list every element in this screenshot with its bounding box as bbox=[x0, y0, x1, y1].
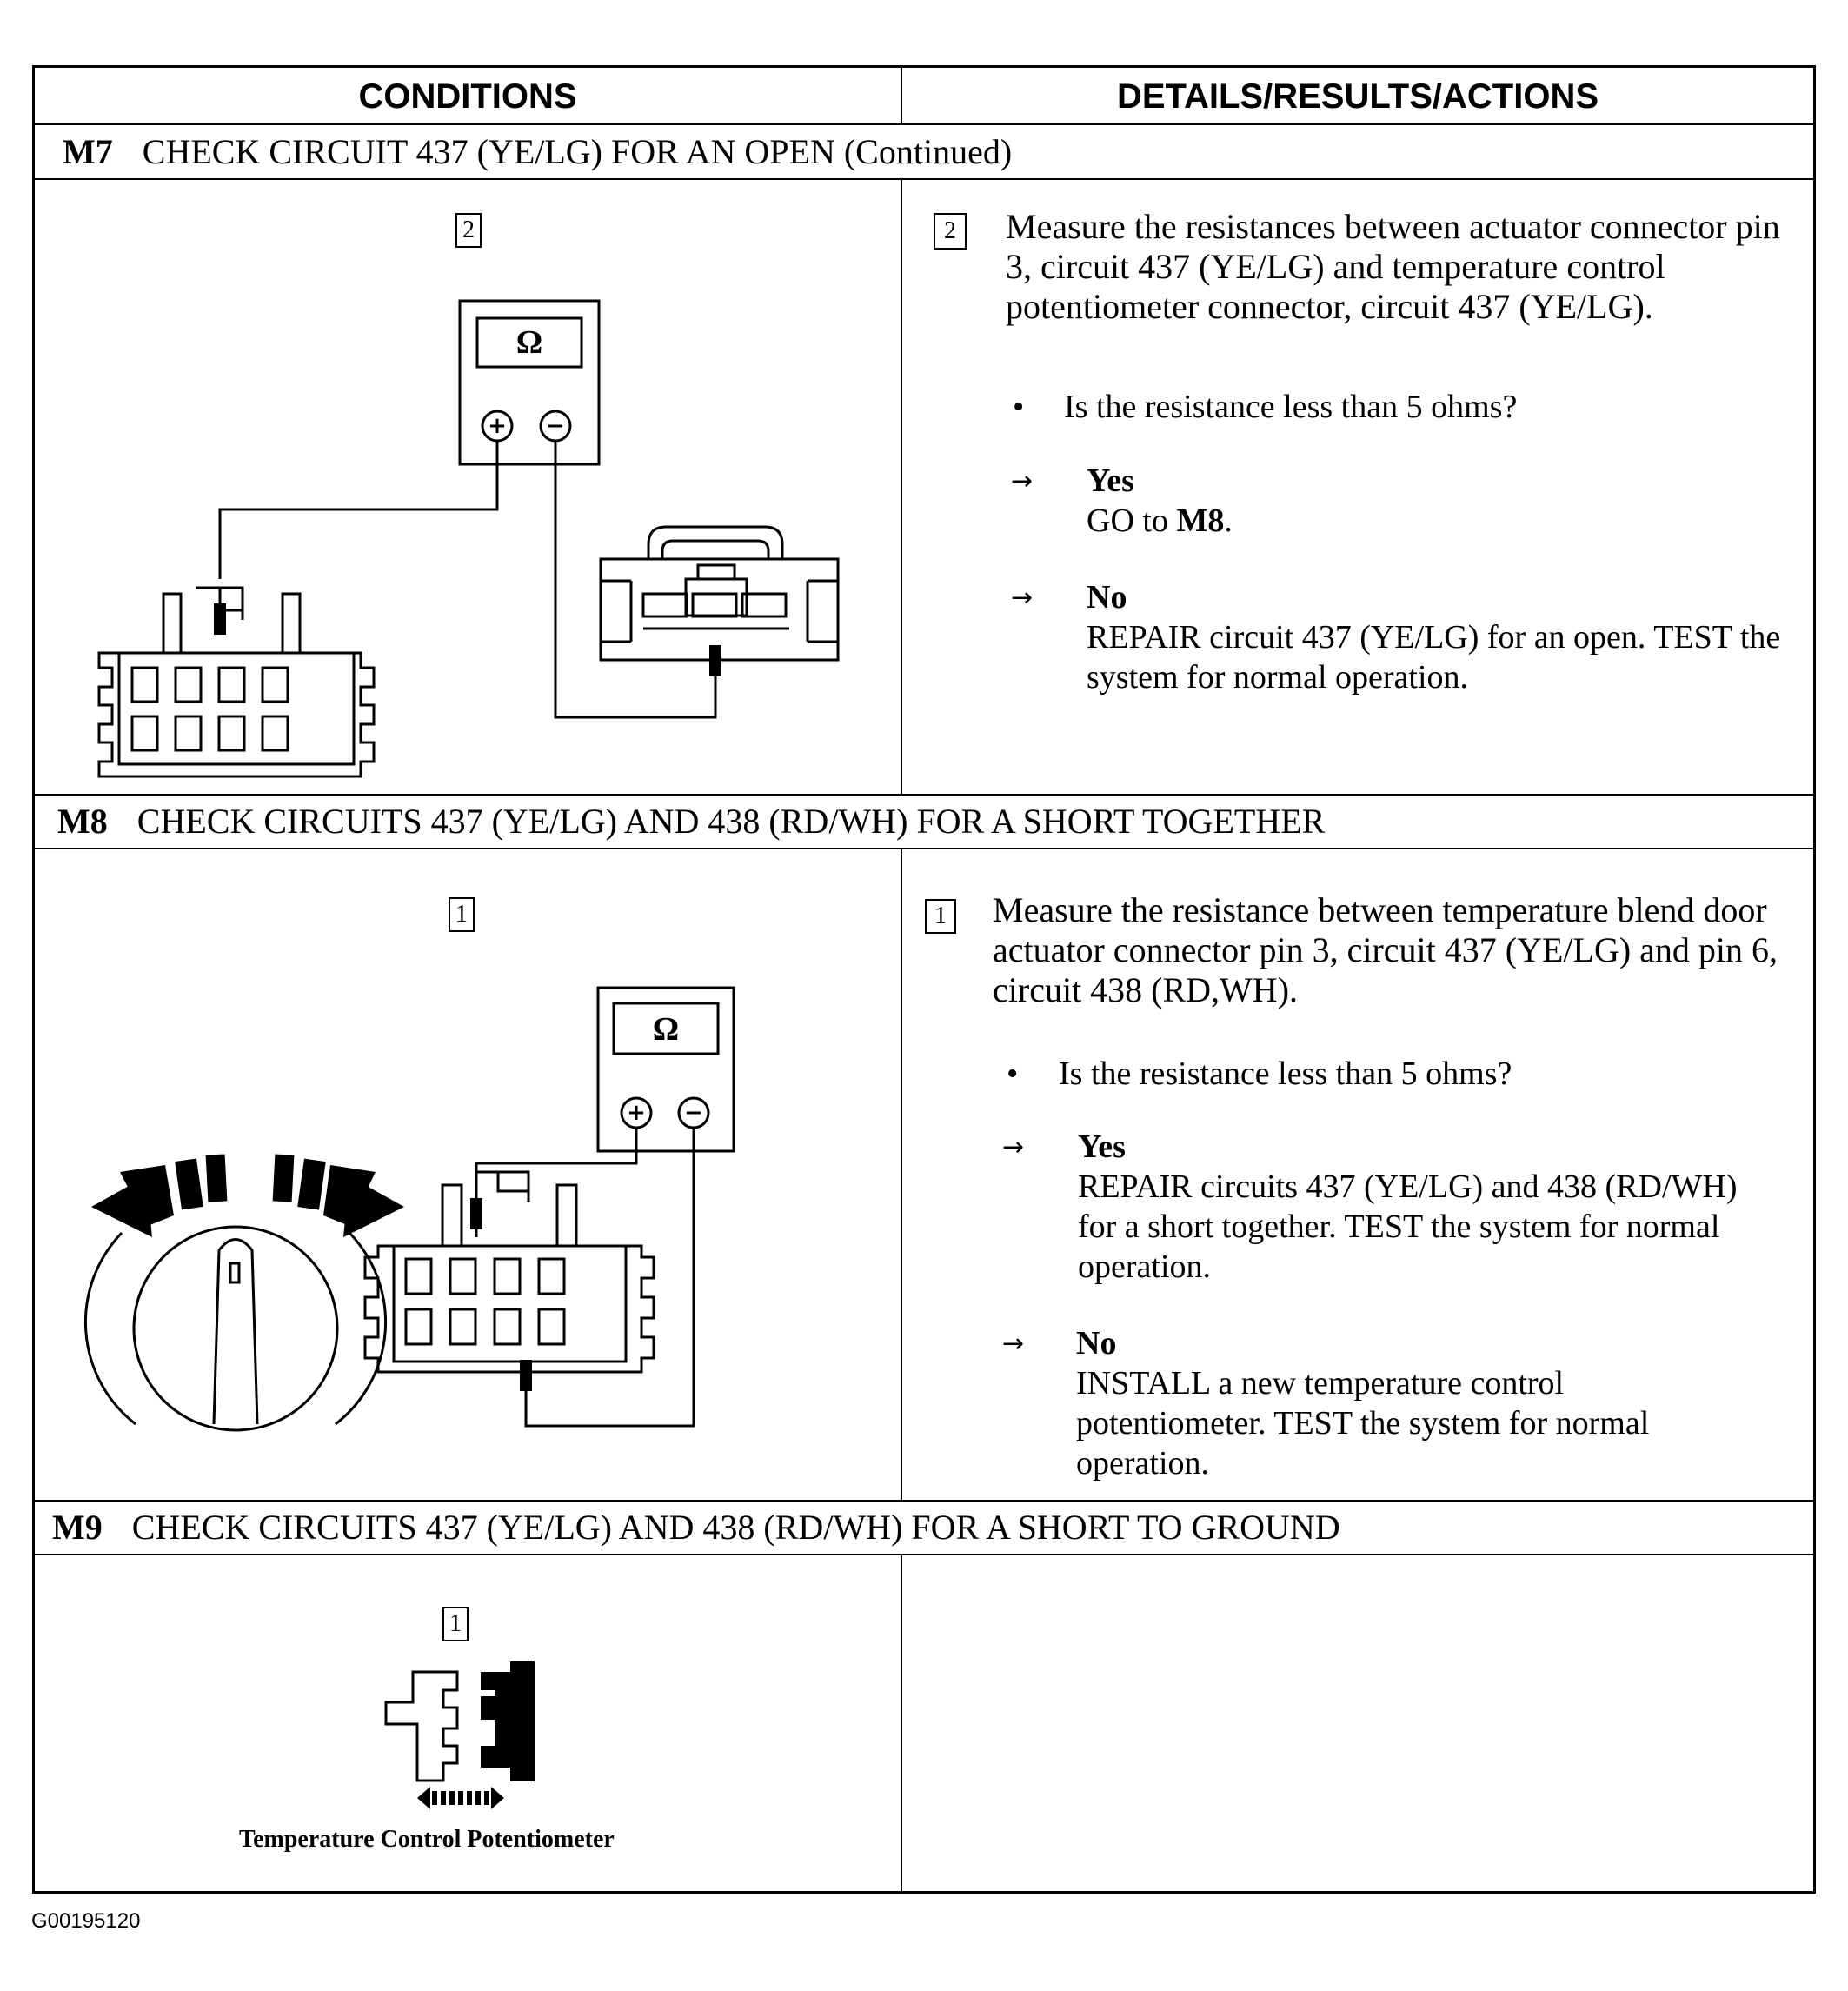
section-code: M8 bbox=[57, 802, 108, 841]
column-divider bbox=[901, 848, 902, 1500]
arrow-icon: → bbox=[1002, 1328, 1025, 1359]
figure-step-number: 2 bbox=[455, 213, 482, 248]
section-title: CHECK CIRCUITS 437 (YE/LG) AND 438 (RD/WH) FOR A SHORT TOGETHER bbox=[136, 802, 1326, 841]
step-number: 1 bbox=[925, 899, 956, 934]
figure-step-number: 1 bbox=[442, 1607, 469, 1641]
yes-result bbox=[1078, 1127, 1773, 1287]
plus-symbol: + bbox=[488, 413, 507, 439]
yes-action-suffix: . bbox=[1224, 503, 1233, 539]
arrow-icon: → bbox=[1011, 466, 1034, 496]
yes-label: Yes bbox=[1078, 1129, 1126, 1165]
no-result bbox=[1076, 1323, 1702, 1483]
section-title: CHECK CIRCUITS 437 (YE/LG) AND 438 (RD/WH) FOR A SHORT TO GROUND bbox=[131, 1508, 1340, 1547]
column-divider bbox=[901, 178, 902, 794]
step-question: Is the resistance less than 5 ohms? bbox=[1064, 389, 1518, 425]
header-conditions: CONDITIONS bbox=[358, 77, 577, 116]
section-code: M7 bbox=[63, 132, 113, 171]
plus-symbol: + bbox=[627, 1100, 646, 1126]
figure-id: G00195120 bbox=[31, 1909, 141, 1933]
step-number: 2 bbox=[934, 213, 967, 250]
double-arrow-icon bbox=[417, 1787, 430, 1809]
step-instruction: Measure the resistance between temperature blend door actuator connector pin 3, circuit 437 (YE/LG) and pin 6, circuit 438 (RD,WH). bbox=[993, 890, 1778, 1009]
no-action: REPAIR circuit 437 (YE/LG) for an open. TEST the system for normal operation. bbox=[1087, 619, 1781, 696]
bullet-symbol: • bbox=[1007, 1055, 1019, 1092]
arrow-icon: → bbox=[1002, 1132, 1025, 1162]
yes-label: Yes bbox=[1087, 463, 1134, 499]
bullet-symbol: • bbox=[1013, 389, 1025, 425]
yes-result bbox=[1087, 461, 1799, 541]
section-title: CHECK CIRCUIT 437 (YE/LG) FOR AN OPEN (Continued) bbox=[142, 132, 1013, 171]
diagnostic-table bbox=[32, 65, 1816, 1894]
minus-symbol: − bbox=[684, 1100, 703, 1126]
yes-action-link: M8 bbox=[1176, 503, 1225, 539]
section-code: M9 bbox=[52, 1508, 103, 1547]
yes-action-prefix: GO to bbox=[1087, 503, 1177, 539]
column-divider bbox=[901, 1554, 902, 1893]
step-question: Is the resistance less than 5 ohms? bbox=[1059, 1055, 1512, 1092]
header-details: DETAILS/RESULTS/ACTIONS bbox=[1116, 77, 1599, 116]
minus-symbol: − bbox=[546, 413, 565, 439]
no-result bbox=[1087, 577, 1799, 697]
figure-caption: Temperature Control Potentiometer bbox=[239, 1826, 615, 1853]
no-label: No bbox=[1087, 579, 1127, 616]
connector-half-icon bbox=[386, 1672, 457, 1781]
figure-step-number: 1 bbox=[449, 897, 475, 932]
ohm-symbol: Ω bbox=[515, 324, 543, 361]
mating-connector-icon bbox=[481, 1661, 535, 1781]
no-action: INSTALL a new temperature control potentiometer. TEST the system for normal operation. bbox=[1076, 1365, 1650, 1482]
no-label: No bbox=[1076, 1325, 1117, 1362]
arrow-icon: → bbox=[1011, 583, 1034, 613]
m9-connector-diagram bbox=[35, 68, 901, 1894]
ohm-symbol: Ω bbox=[652, 1011, 680, 1048]
yes-action: REPAIR circuits 437 (YE/LG) and 438 (RD/WH) for a short together. TEST the system for normal operation. bbox=[1078, 1169, 1738, 1285]
step-instruction: Measure the resistances between actuator connector pin 3, circuit 437 (YE/LG) and temperature control potentiometer connector, circuit 437 (YE/LG). bbox=[1006, 207, 1780, 326]
